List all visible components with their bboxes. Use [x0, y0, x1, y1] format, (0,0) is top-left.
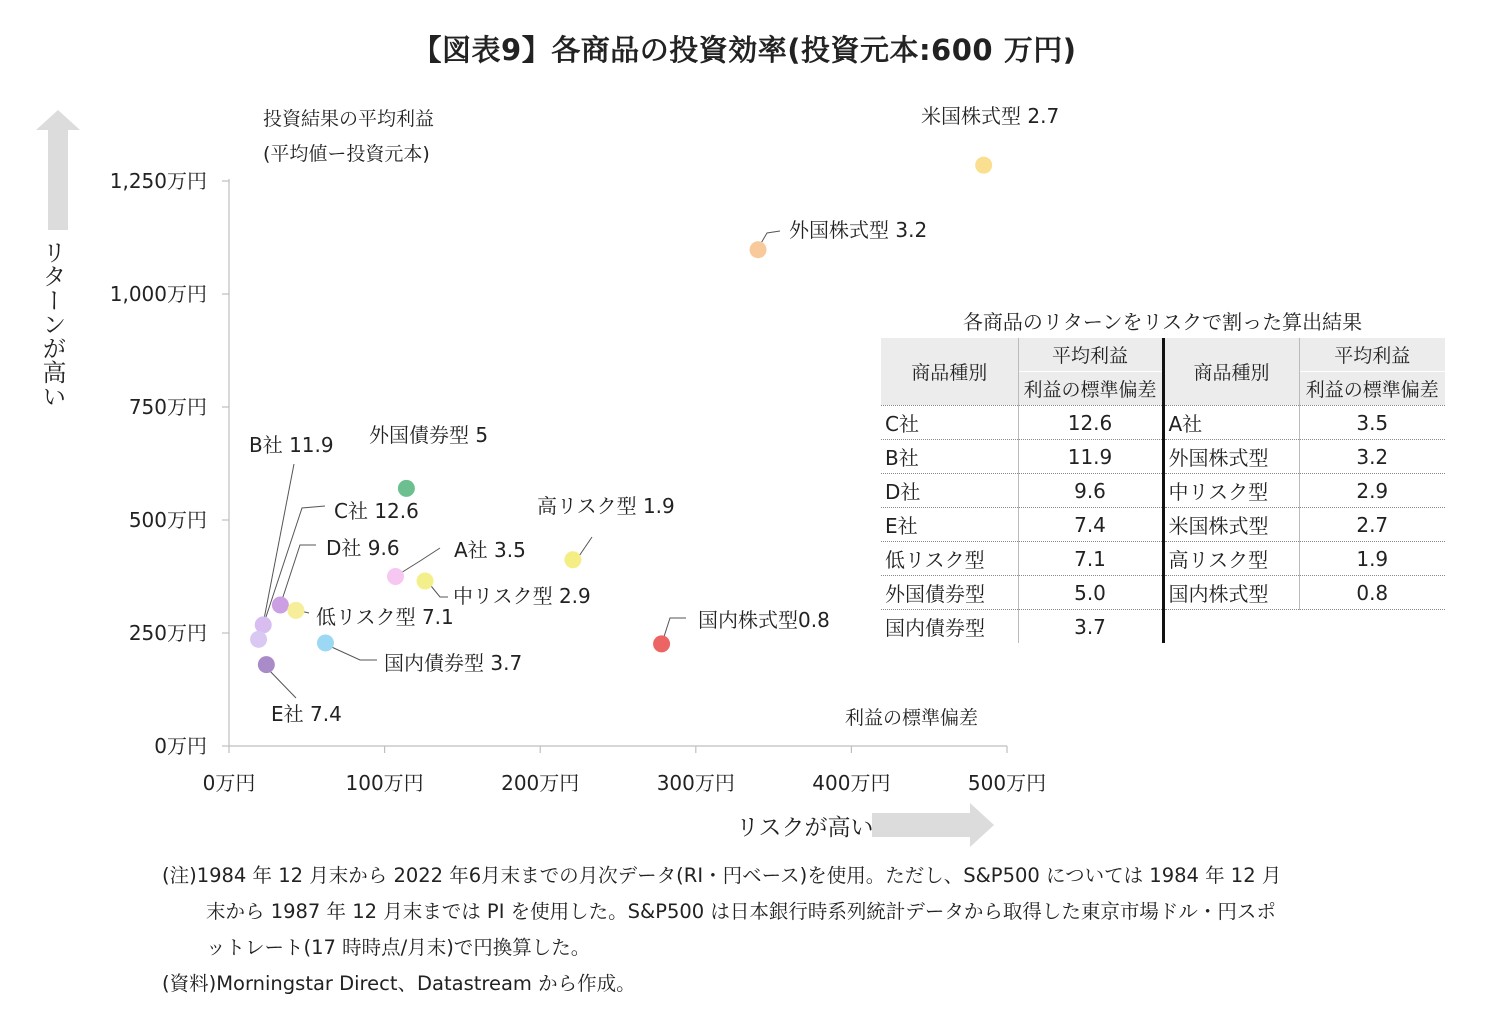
data-label: 低リスク型 7.1	[316, 605, 454, 629]
data-point	[287, 602, 304, 619]
y-axis-title-line2: (平均値ー投資元本)	[263, 143, 430, 165]
y-tick-label: 750万円	[128, 395, 207, 419]
x-tick-label: 100万円	[345, 771, 424, 795]
right-value: 3.2	[1299, 440, 1445, 474]
data-point	[317, 634, 334, 651]
data-point	[387, 568, 404, 585]
left-name: D社	[881, 474, 1018, 508]
header-metric-bottom-left: 利益の標準偏差	[1018, 372, 1163, 406]
table-row	[881, 542, 1445, 576]
data-point	[750, 241, 767, 258]
chart-title: 【図表9】各商品の投資効率(投資元本:600 万円)	[412, 33, 1077, 67]
y-arrow-icon	[36, 110, 80, 230]
right-value: 2.9	[1299, 474, 1445, 508]
table-row	[881, 440, 1445, 474]
header-metric-bottom-right: 利益の標準偏差	[1299, 372, 1445, 406]
ratio-table	[881, 338, 1445, 643]
x-axis-title: 利益の標準偏差	[845, 707, 979, 729]
left-name: B社	[881, 440, 1018, 474]
left-value: 12.6	[1018, 406, 1163, 440]
data-label: 外国株式型 3.2	[789, 218, 928, 242]
y-tick-label: 1,000万円	[109, 282, 207, 306]
data-point	[975, 157, 992, 174]
left-value: 5.0	[1018, 576, 1163, 610]
header-metric-top-right: 平均利益	[1299, 338, 1445, 372]
data-label: B社 11.9	[249, 433, 334, 457]
right-empty	[1299, 610, 1445, 644]
note-line-1: (注)1984 年 12 月末から 2022 年6月末までの月次データ(RI・円ベース)を使用。ただし、S&P500 については 1984 年 12 月	[162, 864, 1282, 887]
table-row	[881, 576, 1445, 610]
right-empty	[1163, 610, 1299, 644]
left-value: 7.1	[1018, 542, 1163, 576]
data-label: D社 9.6	[326, 536, 400, 560]
x-tick-label: 200万円	[501, 771, 580, 795]
left-name: 外国債券型	[881, 576, 1018, 610]
right-name: 中リスク型	[1163, 474, 1299, 508]
right-name: 米国株式型	[1163, 508, 1299, 542]
right-name: 外国株式型	[1163, 440, 1299, 474]
table-row	[881, 508, 1445, 542]
left-name: 低リスク型	[881, 542, 1018, 576]
data-label: 国内債券型 3.7	[384, 651, 523, 675]
right-name: 高リスク型	[1163, 542, 1299, 576]
y-tick-label: 500万円	[128, 508, 207, 532]
data-point	[417, 573, 434, 590]
x-tick-label: 0万円	[202, 771, 256, 795]
x-tick-label: 300万円	[656, 771, 735, 795]
leader-line	[396, 548, 440, 576]
left-name: C社	[881, 406, 1018, 440]
data-label: A社 3.5	[454, 538, 526, 562]
note-line-2: 末から 1987 年 12 月末までは PI を使用した。S&P500 は日本銀行時系列統計データから取得した東京市場ドル・円スポ	[206, 900, 1276, 923]
right-value: 3.5	[1299, 406, 1445, 440]
header-type-left: 商品種別	[881, 338, 1018, 406]
table-row	[881, 610, 1445, 644]
data-point	[250, 631, 267, 648]
right-value: 0.8	[1299, 576, 1445, 610]
x-tick-label: 500万円	[967, 771, 1047, 795]
leader-line	[280, 545, 316, 606]
data-point	[398, 480, 415, 497]
x-label: リスクが高い	[736, 815, 874, 841]
data-label: 高リスク型 1.9	[537, 494, 675, 518]
y-label: リターンが高い	[38, 240, 66, 408]
x-tick-label: 400万円	[812, 771, 891, 795]
data-point	[255, 616, 272, 633]
note-line-3: ットレート(17 時時点/月末)で円換算した。	[206, 936, 591, 959]
right-value: 2.7	[1299, 508, 1445, 542]
y-tick-label: 250万円	[128, 621, 207, 645]
y-axis-title-line1: 投資結果の平均利益	[263, 108, 435, 130]
left-value: 7.4	[1018, 508, 1163, 542]
left-value: 9.6	[1018, 474, 1163, 508]
table-row	[881, 474, 1445, 508]
source-line: (資料)Morningstar Direct、Datastream から作成。	[162, 972, 636, 995]
data-label: 中リスク型 2.9	[453, 584, 591, 608]
data-point	[258, 656, 275, 673]
y-tick-label: 1,250万円	[109, 169, 207, 193]
left-name: E社	[881, 508, 1018, 542]
left-name: 国内債券型	[881, 610, 1018, 644]
data-point	[653, 635, 670, 652]
notes	[162, 858, 1412, 1002]
data-label: E社 7.4	[271, 702, 342, 726]
data-label: 外国債券型 5	[369, 423, 489, 447]
data-label: 米国株式型 2.7	[921, 104, 1060, 128]
data-point	[272, 596, 289, 613]
left-value: 3.7	[1018, 610, 1163, 644]
header-metric-top-left: 平均利益	[1018, 338, 1163, 372]
table-row	[881, 406, 1445, 440]
data-point	[564, 551, 581, 568]
table-title: 各商品のリターンをリスクで割った算出結果	[962, 310, 1363, 334]
y-tick-label: 0万円	[154, 734, 207, 758]
data-label: 国内株式型0.8	[698, 608, 830, 632]
header-type-right: 商品種別	[1163, 338, 1299, 406]
x-arrow-icon	[872, 803, 994, 847]
data-label: C社 12.6	[334, 499, 419, 523]
right-value: 1.9	[1299, 542, 1445, 576]
left-value: 11.9	[1018, 440, 1163, 474]
right-name: A社	[1163, 406, 1299, 440]
right-name: 国内株式型	[1163, 576, 1299, 610]
